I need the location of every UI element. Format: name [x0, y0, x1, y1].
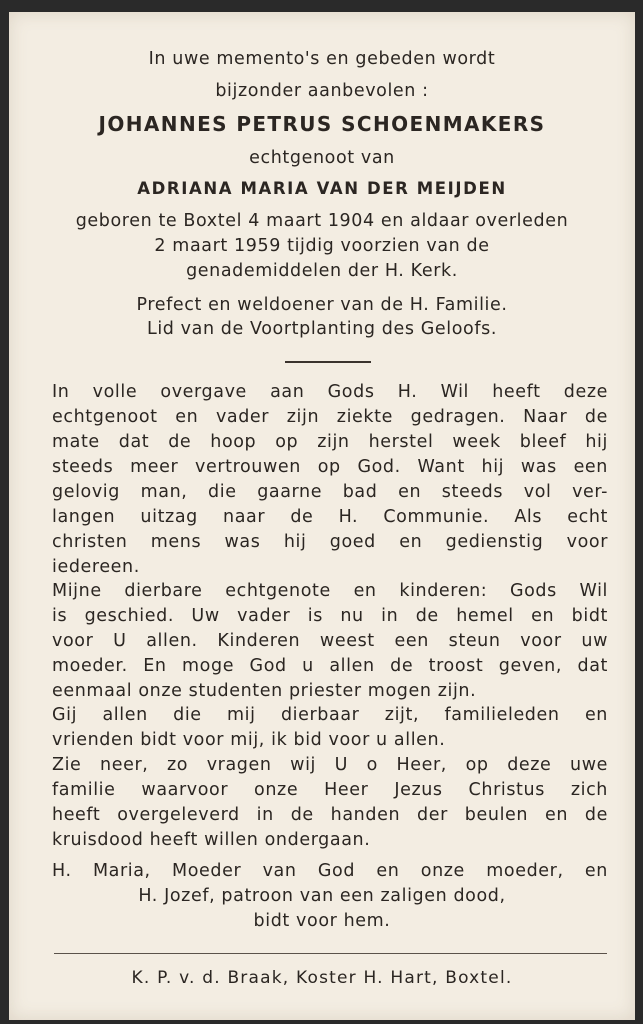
body-line: familie waarvoor onze Heer Jezus Christus zich — [52, 780, 608, 800]
relation-text: echtgenoot van — [249, 148, 395, 168]
body-line: Zie neer, zo vragen wij U o Heer, op deze uwe — [52, 755, 608, 775]
body-line: heeft overgeleverd in de handen der beulen en de — [52, 805, 608, 825]
body-line: langen uitzag naar de H. Communie. Als echt — [52, 507, 608, 527]
spouse-name: ADRIANA MARIA VAN DER MEIJDEN — [137, 179, 507, 198]
bio-line-2: 2 maart 1959 tijdig voorzien van de — [154, 236, 490, 256]
body-line: steeds meer vertrouwen op God. Want hij was een — [52, 457, 608, 477]
body-line: echtgenoot en vader zijn ziekte gedragen. Naar de — [52, 407, 608, 427]
body-line: is geschied. Uw vader is nu in de hemel en bidt — [52, 606, 608, 626]
prayer-line-3: bidt voor hem. — [253, 911, 391, 931]
body-line: iedereen. — [52, 557, 140, 577]
body-line: kruisdood heeft willen ondergaan. — [52, 830, 371, 850]
body-line: christen mens was hij goed en gedienstig voor — [52, 532, 608, 552]
body-line: voor U allen. Kinderen weest een steun voor uw — [52, 631, 608, 651]
body-line: In volle overgave aan Gods H. Wil heeft deze — [52, 382, 608, 402]
role-line-1: Prefect en weldoener van de H. Familie. — [136, 295, 508, 315]
body-line: mate dat de hoop op zijn herstel week bleef hij — [52, 432, 608, 452]
intro-line-2: bijzonder aanbevolen : — [215, 81, 429, 101]
bio-line-3: genademiddelen der H. Kerk. — [186, 261, 458, 281]
bio-line-1: geboren te Boxtel 4 maart 1904 en aldaar overleden — [75, 211, 569, 231]
section-divider — [285, 361, 371, 363]
prayer-line-2: H. Jozef, patroon van een zaligen dood, — [138, 886, 506, 906]
role-line-2: Lid van de Voortplanting des Geloofs. — [146, 319, 497, 339]
printer-credit: K. P. v. d. Braak, Koster H. Hart, Boxtel. — [131, 968, 513, 988]
body-line: Mijne dierbare echtgenote en kinderen: Gods Wil — [52, 581, 608, 601]
body-line: gelovig man, die gaarne bad en steeds vol ver- — [52, 482, 608, 502]
body-line: eenmaal onze studenten priester mogen zijn. — [52, 681, 477, 701]
intro-line-1: In uwe memento's en gebeden wordt — [148, 49, 496, 69]
body-line: vrienden bidt voor mij, ik bid voor u allen. — [52, 730, 446, 750]
prayer-line-1: H. Maria, Moeder van God en onze moeder, en — [52, 861, 608, 881]
body-line: Gij allen die mij dierbaar zijt, familieleden en — [52, 705, 608, 725]
footer-rule — [54, 953, 607, 954]
memorial-card — [9, 12, 635, 1020]
body-line: moeder. En moge God u allen de troost geven, dat — [52, 656, 608, 676]
deceased-name: JOHANNES PETRUS SCHOENMAKERS — [98, 112, 546, 136]
